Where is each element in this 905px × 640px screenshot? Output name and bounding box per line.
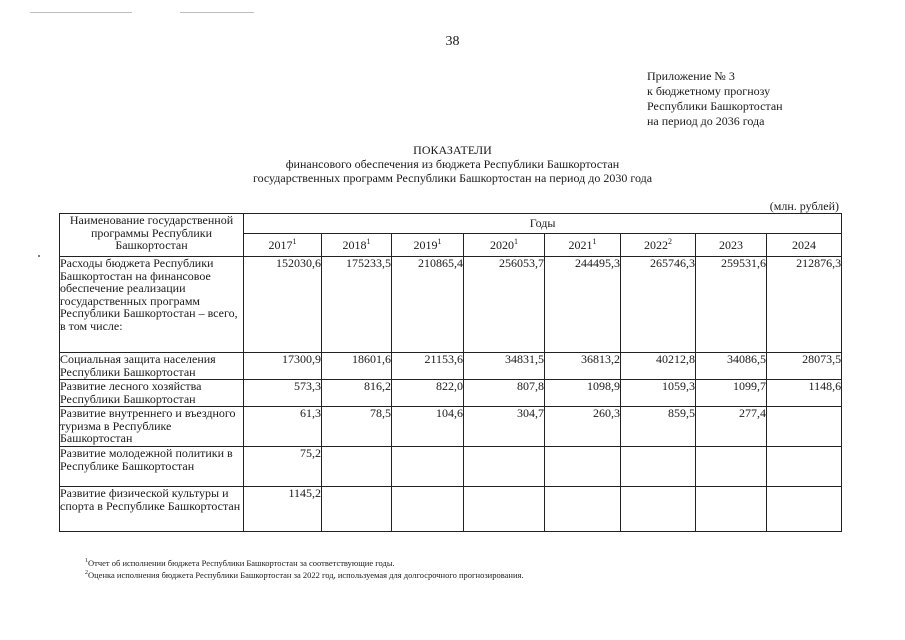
value-cell	[392, 447, 464, 487]
table-body	[60, 257, 842, 532]
appendix-line: Приложение № 3	[647, 69, 735, 83]
year-footnote-mark: 1	[366, 236, 371, 246]
value-cell: 34086,5	[696, 353, 767, 380]
value-cell: 244495,3	[545, 257, 621, 353]
year-header-cell	[545, 233, 621, 256]
heading-subtitle-line1: финансового обеспечения из бюджета Республики Башкортостан	[285, 157, 620, 171]
year-header-cell	[696, 233, 767, 256]
value-cell: 28073,5	[767, 353, 842, 380]
value-cell: 277,4	[696, 407, 767, 447]
footnote-text: Отчет об исполнении бюджета Республики Башкортостан за соответствующие годы.	[88, 558, 395, 568]
year-footnote-mark: 1	[292, 236, 297, 246]
value-cell: 175233,5	[322, 257, 392, 353]
year-footnote-mark: 1	[437, 236, 442, 246]
year-label: 2019	[413, 237, 438, 252]
value-cell: 1099,7	[696, 380, 767, 407]
value-cell	[464, 447, 545, 487]
value-cell: 40212,8	[621, 353, 696, 380]
value-cell	[322, 447, 392, 487]
appendix-caption	[647, 69, 783, 129]
table-row	[60, 407, 842, 447]
value-cell: 18601,6	[322, 353, 392, 380]
year-header-cell	[392, 233, 464, 256]
value-cell: 1059,3	[621, 380, 696, 407]
value-cell	[545, 487, 621, 532]
heading-subtitle-line2: государственных программ Республики Башкортостан на период до 2030 года	[252, 171, 653, 185]
program-name-cell: Развитие лесного хозяйства Республики Башкортостан	[60, 380, 244, 407]
column-header-name: Наименование государственной программы Республики Башкортостан	[60, 214, 244, 257]
value-cell: 61,3	[244, 407, 322, 447]
table-row	[60, 353, 842, 380]
value-cell	[621, 487, 696, 532]
year-label: 2018	[342, 237, 367, 252]
year-label: 2022	[644, 237, 668, 252]
document-heading	[0, 143, 905, 185]
value-cell: 17300,9	[244, 353, 322, 380]
scan-speck	[38, 255, 40, 257]
table-row	[60, 257, 842, 353]
value-cell: 859,5	[621, 407, 696, 447]
program-name-cell: Развитие физической культуры и спорта в Республике Башкортостан	[60, 487, 244, 532]
value-cell	[322, 487, 392, 532]
value-cell: 259531,6	[696, 257, 767, 353]
column-header-years: Годы	[244, 214, 842, 234]
year-label: 2023	[719, 237, 743, 252]
value-cell	[767, 407, 842, 447]
value-cell: 78,5	[322, 407, 392, 447]
year-footnote-mark: 1	[592, 236, 597, 246]
value-cell	[696, 487, 767, 532]
value-cell	[392, 487, 464, 532]
value-cell: 21153,6	[392, 353, 464, 380]
footnote	[85, 569, 524, 581]
table-row	[60, 447, 842, 487]
year-label: 2024	[792, 237, 817, 252]
value-cell: 260,3	[545, 407, 621, 447]
year-label: 2020	[490, 237, 514, 252]
value-cell: 212876,3	[767, 257, 842, 353]
footnotes	[85, 557, 524, 581]
heading-title: ПОКАЗАТЕЛИ	[413, 143, 492, 157]
year-header-cell	[322, 233, 392, 256]
year-footnote-mark: 2	[668, 236, 672, 246]
table-header-row	[60, 214, 842, 234]
value-cell: 210865,4	[392, 257, 464, 353]
scan-artifact-line	[30, 12, 132, 13]
value-cell	[621, 447, 696, 487]
value-cell: 152030,6	[244, 257, 322, 353]
appendix-line: Республики Башкортостан	[647, 99, 783, 113]
footnote-text: Оценка исполнения бюджета Республики Башкортостан за 2022 год, используемая для долгосрочного прогнозирования.	[88, 570, 524, 580]
footnote-mark: 1	[85, 558, 88, 565]
value-cell	[545, 447, 621, 487]
year-header-cell	[464, 233, 545, 256]
footnote-mark: 2	[85, 570, 88, 577]
value-cell: 304,7	[464, 407, 545, 447]
value-cell: 1098,9	[545, 380, 621, 407]
year-header-cell	[767, 233, 842, 256]
value-cell: 807,8	[464, 380, 545, 407]
value-cell	[696, 447, 767, 487]
value-cell: 1145,2	[244, 487, 322, 532]
footnote	[85, 557, 524, 569]
year-label: 2017	[268, 237, 293, 252]
budget-table	[59, 213, 842, 532]
year-footnote-mark: 1	[514, 236, 518, 246]
appendix-line: к бюджетному прогнозу	[647, 84, 771, 98]
table-row	[60, 487, 842, 532]
value-cell: 822,0	[392, 380, 464, 407]
table-row	[60, 380, 842, 407]
page-number: 38	[445, 34, 460, 49]
appendix-line: на период до 2036 года	[647, 114, 765, 128]
value-cell	[464, 487, 545, 532]
value-cell	[767, 447, 842, 487]
value-cell: 104,6	[392, 407, 464, 447]
program-name-cell: Расходы бюджета Республики Башкортостан на финансовое обеспечение реализации государственных программ Республики Башкортостан – всего, в том числе:	[60, 257, 244, 353]
value-cell: 265746,3	[621, 257, 696, 353]
value-cell	[767, 487, 842, 532]
year-header-cell	[621, 233, 696, 256]
value-cell: 1148,6	[767, 380, 842, 407]
program-name-cell: Развитие молодежной политики в Республике Башкортостан	[60, 447, 244, 487]
year-label: 2021	[568, 237, 593, 252]
units-label: (млн. рублей)	[769, 199, 839, 213]
year-header-cell	[244, 233, 322, 256]
program-name-cell: Социальная защита населения Республики Башкортостан	[60, 353, 244, 380]
value-cell: 34831,5	[464, 353, 545, 380]
value-cell: 36813,2	[545, 353, 621, 380]
value-cell: 256053,7	[464, 257, 545, 353]
program-name-cell: Развитие внутреннего и въездного туризма в Республике Башкортостан	[60, 407, 244, 447]
value-cell: 816,2	[322, 380, 392, 407]
value-cell: 75,2	[244, 447, 322, 487]
scan-artifact-line	[180, 12, 254, 13]
value-cell: 573,3	[244, 380, 322, 407]
